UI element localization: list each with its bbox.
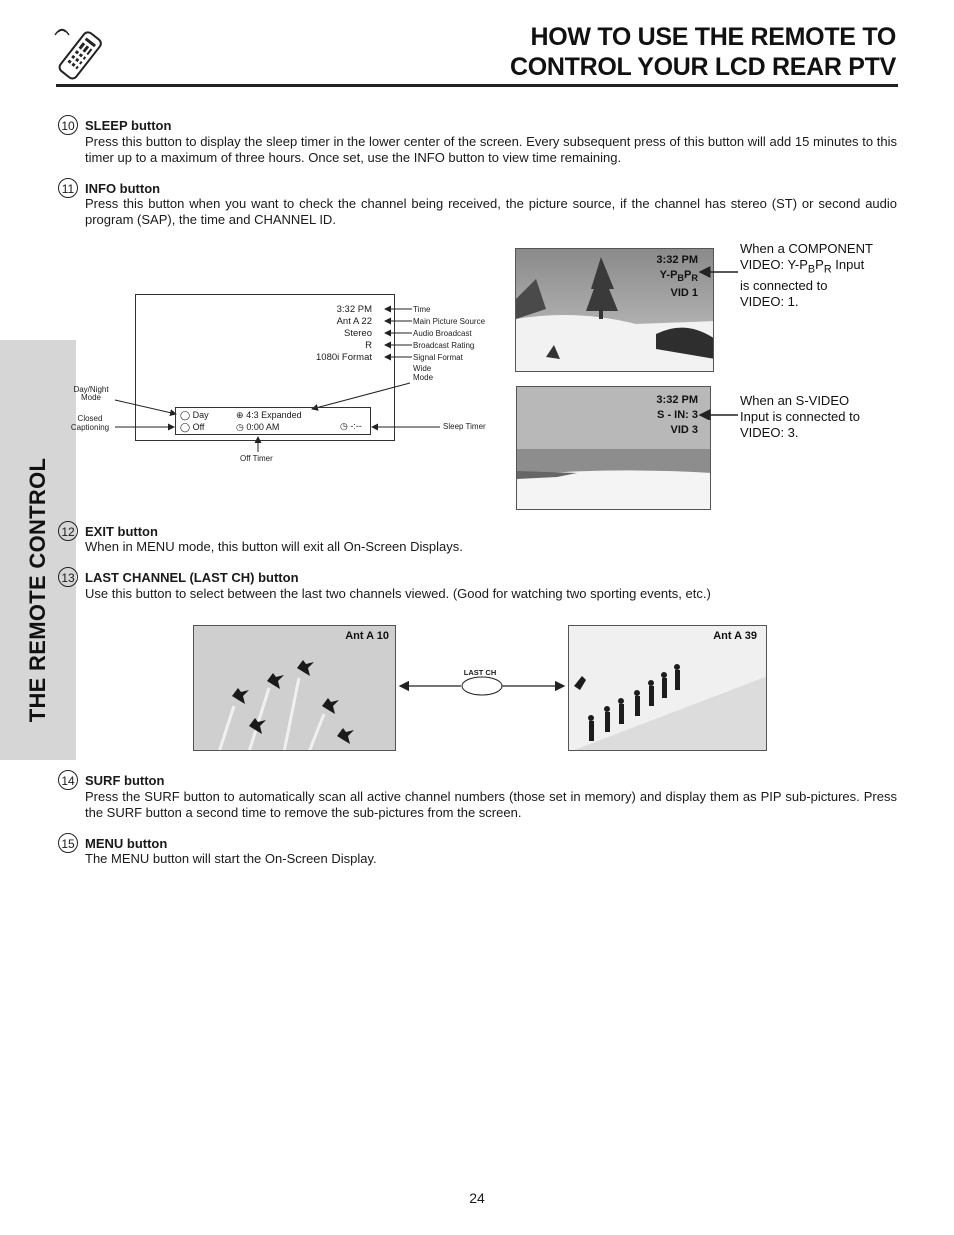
photo1-overlay: 3:32 PM $Y-P_BP_R$ VID 1 bbox=[656, 254, 698, 300]
section-body: Press this button to display the sleep timer in the lower center of the screen. Every subsequent press of this button will add 15 minutes to this timer up to a maximum of three hours. Once set, use the INFO button to view time remaining. bbox=[85, 134, 897, 165]
osd-right-labels: Time Main Picture Source Audio Broadcast Broadcast Rating Signal Format bbox=[413, 305, 486, 362]
clock-icon: ◷ bbox=[236, 422, 244, 432]
section-title: EXIT button bbox=[85, 524, 158, 539]
section-title: LAST CHANNEL (LAST CH) button bbox=[85, 570, 299, 585]
photo2-overlay: 3:32 PM S - IN: 3 VID 3 bbox=[656, 394, 698, 436]
section-number: 11 bbox=[58, 178, 78, 198]
eye-icon: ◯ bbox=[180, 410, 191, 420]
day-night-label: Day/Night Mode bbox=[73, 385, 109, 402]
right-channel-label: Ant A 39 bbox=[713, 630, 757, 642]
photo2-caption: When an S-VIDEO Input is connected to VIDEO: 3. bbox=[740, 393, 860, 440]
last-ch-arrows bbox=[396, 660, 568, 700]
left-channel-label: Ant A 10 bbox=[345, 630, 389, 642]
closed-caption-label: Closed Captioning bbox=[70, 414, 110, 432]
sleep-timer-label: Sleep Timer bbox=[443, 422, 486, 431]
photo-arrows bbox=[690, 260, 750, 420]
osd-status-mid: ⊕ 4:3 Expanded ◷ 0:00 AM bbox=[236, 410, 302, 432]
section-body: Press the SURF button to automatically scan all active channel numbers (those set in memory) and display them as PIP sub-pictures. Press the SURF button a second time to remove the sub-pictures from the screen. bbox=[85, 789, 897, 820]
cc-icon: ◯ bbox=[180, 422, 191, 432]
section-body: The MENU button will start the On-Screen Display. bbox=[85, 851, 377, 866]
sleep-clock-icon: ◷ bbox=[340, 421, 348, 431]
aspect-icon: ⊕ bbox=[236, 410, 244, 420]
section-body: Use this button to select between the last two channels viewed. (Good for watching two sporting events, etc.) bbox=[85, 586, 711, 601]
section-title: MENU button bbox=[85, 836, 168, 851]
section-number: 15 bbox=[58, 833, 78, 853]
page-number: 24 bbox=[469, 1190, 485, 1206]
section-number: 12 bbox=[58, 521, 78, 541]
osd-sleep-value: ◷ -:-- bbox=[340, 421, 362, 431]
last-ch-button-label: LAST CH bbox=[463, 668, 497, 677]
section-title: INFO button bbox=[85, 181, 161, 196]
section-number: 10 bbox=[58, 115, 78, 135]
off-timer-label: Off Timer bbox=[240, 454, 273, 463]
section-title: SURF button bbox=[85, 773, 165, 788]
page-title: HOW TO USE THE REMOTE TO CONTROL YOUR LCD REAR PTV bbox=[509, 23, 896, 81]
section-title: SLEEP button bbox=[85, 118, 172, 133]
photo1-caption: When a COMPONENT VIDEO: $Y-P_BP_R$ Input is connected to VIDEO: 1. bbox=[740, 241, 873, 309]
section-number: 14 bbox=[58, 770, 78, 790]
section-body: Press this button when you want to check the channel being received, the picture source, if the channel has stereo (ST) or second audio program (SAP), the time and CHANNEL ID. bbox=[85, 196, 897, 227]
osd-info-lines: 3:32 PM Ant A 22 Stereo R 1080i Format bbox=[316, 304, 372, 363]
osd-status-left: ◯ Day ◯ Off bbox=[180, 410, 209, 432]
section-number: 13 bbox=[58, 567, 78, 587]
side-tab-label: THE REMOTE CONTROL bbox=[25, 457, 50, 723]
wide-mode-label: Wide Mode bbox=[413, 364, 434, 382]
section-body: When in MENU mode, this button will exit all On-Screen Displays. bbox=[85, 539, 463, 554]
